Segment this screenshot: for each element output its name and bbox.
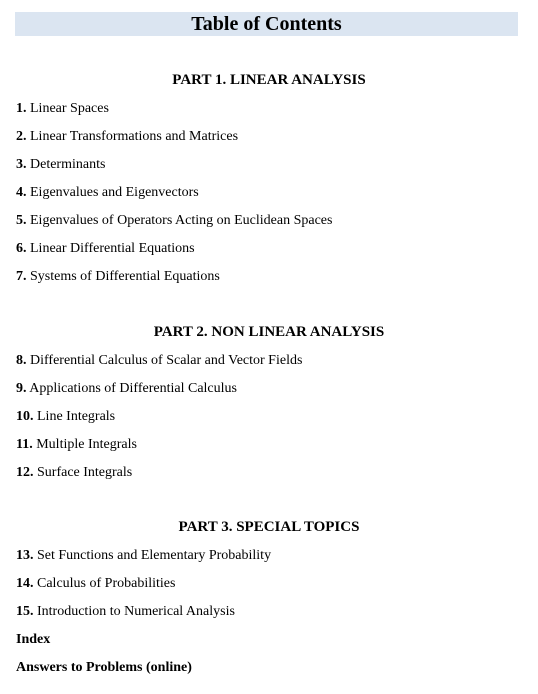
chapter-number: 4. [16, 185, 27, 200]
chapter-number: 1. [16, 101, 27, 116]
chapter-number: 12. [16, 465, 34, 480]
chapter-list [0, 100, 538, 286]
chapter-entry[interactable] [16, 464, 538, 482]
chapter-title: Linear Spaces [26, 101, 109, 116]
chapter-title: Set Functions and Elementary Probability [33, 548, 272, 563]
chapter-list [0, 352, 538, 482]
chapter-title: Line Integrals [33, 409, 116, 424]
chapter-title: Determinants [26, 157, 106, 172]
chapter-number: 5. [16, 213, 27, 228]
chapter-number: 7. [16, 269, 27, 284]
chapter-title: Multiple Integrals [32, 437, 137, 452]
chapter-entry[interactable] [16, 268, 538, 286]
chapter-number: 10. [16, 409, 34, 424]
chapter-title: Introduction to Numerical Analysis [33, 604, 235, 619]
chapter-title: Surface Integrals [33, 465, 133, 480]
toc-title: Table of Contents [15, 12, 518, 36]
chapter-title: Linear Transformations and Matrices [26, 129, 239, 144]
part-heading: PART 2. NON LINEAR ANALYSIS [153, 324, 385, 340]
chapter-entry[interactable] [16, 240, 538, 258]
part-heading: PART 1. LINEAR ANALYSIS [172, 72, 366, 88]
chapter-entry[interactable] [16, 603, 538, 621]
chapter-number: 11. [16, 437, 33, 452]
chapter-entry[interactable] [16, 128, 538, 146]
chapter-title: Eigenvalues of Operators Acting on Euclidean Spaces [26, 213, 333, 228]
chapter-entry[interactable] [16, 380, 538, 398]
chapter-number: 2. [16, 129, 27, 144]
chapter-entry[interactable] [16, 547, 538, 565]
chapter-entry[interactable] [16, 100, 538, 118]
chapter-number: 3. [16, 157, 27, 172]
chapter-entry[interactable] [16, 575, 538, 593]
chapter-entry[interactable] [16, 212, 538, 230]
chapter-number: 6. [16, 241, 27, 256]
chapter-number: 9. [16, 381, 27, 396]
answers-entry[interactable]: Answers to Problems (online) [16, 660, 192, 675]
chapter-number: 14. [16, 576, 34, 591]
chapter-title: Differential Calculus of Scalar and Vector Fields [26, 353, 303, 368]
chapter-number: 15. [16, 604, 34, 619]
chapter-number: 8. [16, 353, 27, 368]
chapter-list [0, 547, 538, 677]
part-2 [0, 323, 538, 492]
chapter-entry[interactable] [16, 156, 538, 174]
chapter-title: Calculus of Probabilities [33, 576, 176, 591]
chapter-entry[interactable] [16, 184, 538, 202]
chapter-entry[interactable] [16, 352, 538, 370]
chapter-title: Applications of Differential Calculus [26, 381, 237, 396]
chapter-title: Eigenvalues and Eigenvectors [26, 185, 199, 200]
part-3 [0, 518, 538, 687]
chapter-entry[interactable] [16, 436, 538, 454]
chapter-number: 13. [16, 548, 34, 563]
part-heading: PART 3. SPECIAL TOPICS [178, 519, 360, 535]
chapter-entry[interactable] [16, 408, 538, 426]
part-1 [0, 71, 538, 296]
chapter-title: Systems of Differential Equations [26, 269, 220, 284]
chapter-title: Linear Differential Equations [26, 241, 195, 256]
index-entry[interactable]: Index [16, 632, 51, 647]
